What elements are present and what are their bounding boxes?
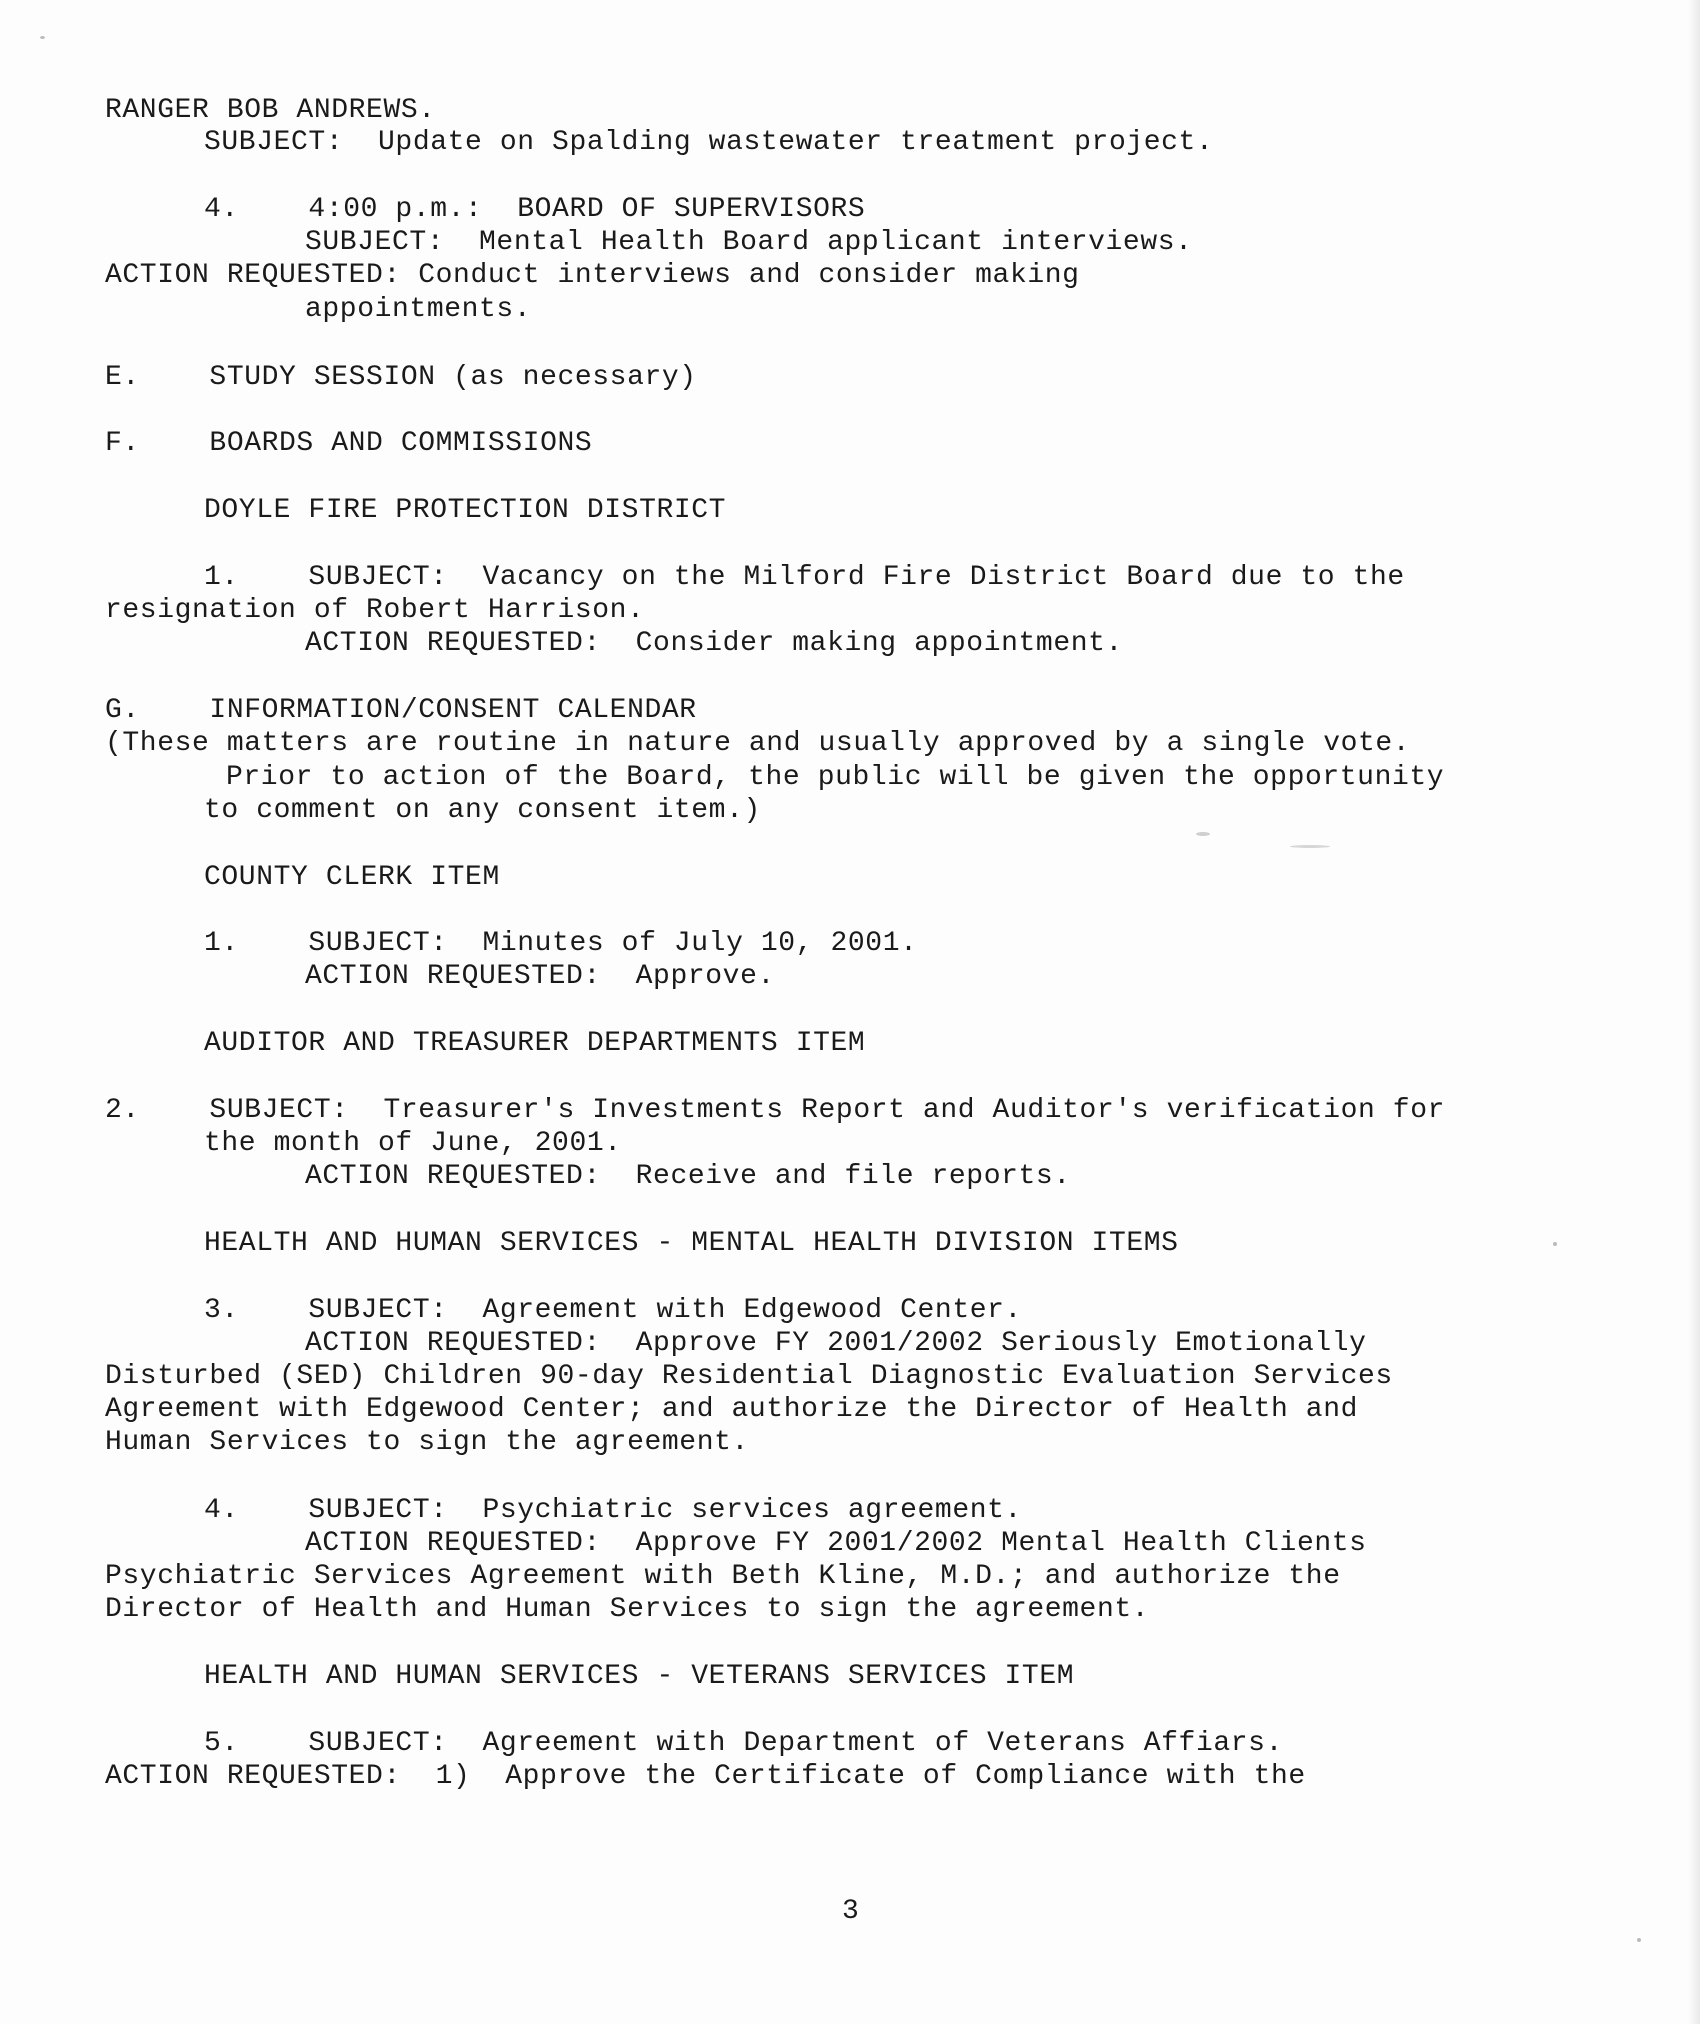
scan-edge-shadow bbox=[1688, 0, 1700, 2024]
line-action-appointment: ACTION REQUESTED: Consider making appointment. bbox=[305, 628, 1123, 659]
line-consent-note-3: to comment on any consent item.) bbox=[204, 795, 761, 826]
line-action-interviews: ACTION REQUESTED: Conduct interviews and consider making bbox=[105, 260, 1080, 291]
heading-county-clerk: COUNTY CLERK ITEM bbox=[204, 862, 500, 893]
line-minutes-subject: 1. SUBJECT: Minutes of July 10, 2001. bbox=[204, 928, 918, 959]
line-psychiatric-action: ACTION REQUESTED: Approve FY 2001/2002 Mental Health Clients bbox=[305, 1528, 1367, 1559]
heading-auditor-treasurer: AUDITOR AND TREASURER DEPARTMENTS ITEM bbox=[204, 1028, 866, 1059]
line-consent-note-1: (These matters are routine in nature and usually approved by a single vote. bbox=[105, 728, 1411, 759]
line-treasurer-subject: 2. SUBJECT: Treasurer's Investments Report and Auditor's verification for bbox=[105, 1095, 1446, 1126]
heading-veterans-services: HEALTH AND HUMAN SERVICES - VETERANS SERVICES ITEM bbox=[204, 1661, 1075, 1692]
line-action-approve: ACTION REQUESTED: Approve. bbox=[305, 961, 775, 992]
line-psychiatric-subject: 4. SUBJECT: Psychiatric services agreement. bbox=[204, 1495, 1022, 1526]
line-edgewood-action: ACTION REQUESTED: Approve FY 2001/2002 Seriously Emotionally bbox=[305, 1328, 1367, 1359]
line-appointments: appointments. bbox=[305, 294, 532, 325]
line-ranger: RANGER BOB ANDREWS. bbox=[105, 95, 436, 126]
scan-smudge bbox=[1290, 845, 1330, 848]
line-edgewood-detail-3: Human Services to sign the agreement. bbox=[105, 1427, 749, 1458]
heading-doyle-fire: DOYLE FIRE PROTECTION DISTRICT bbox=[204, 495, 727, 526]
line-mental-health-subject: SUBJECT: Mental Health Board applicant interviews. bbox=[305, 227, 1193, 258]
scan-smudge bbox=[1196, 832, 1210, 836]
page-number: 3 bbox=[842, 1896, 859, 1927]
line-veterans-action: ACTION REQUESTED: 1) Approve the Certificate of Compliance with the bbox=[105, 1761, 1306, 1792]
line-consent-note-2: Prior to action of the Board, the public will be given the opportunity bbox=[226, 762, 1445, 793]
line-edgewood-detail-2: Agreement with Edgewood Center; and authorize the Director of Health and bbox=[105, 1394, 1358, 1425]
line-edgewood-detail-1: Disturbed (SED) Children 90-day Residential Diagnostic Evaluation Services bbox=[105, 1361, 1393, 1392]
scan-speck bbox=[1637, 1938, 1641, 1942]
line-action-receive-file: ACTION REQUESTED: Receive and file reports. bbox=[305, 1161, 1071, 1192]
line-item4-board: 4. 4:00 p.m.: BOARD OF SUPERVISORS bbox=[204, 194, 866, 225]
scan-speck bbox=[1553, 1242, 1557, 1246]
line-june-2001: the month of June, 2001. bbox=[204, 1128, 622, 1159]
line-edgewood-subject: 3. SUBJECT: Agreement with Edgewood Center. bbox=[204, 1295, 1022, 1326]
heading-consent-calendar: G. INFORMATION/CONSENT CALENDAR bbox=[105, 695, 697, 726]
line-psychiatric-detail-1: Psychiatric Services Agreement with Beth Kline, M.D.; and authorize the bbox=[105, 1561, 1341, 1592]
heading-boards-commissions: F. BOARDS AND COMMISSIONS bbox=[105, 428, 593, 459]
line-veterans-subject: 5. SUBJECT: Agreement with Department of Veterans Affiars. bbox=[204, 1728, 1283, 1759]
heading-mental-health-division: HEALTH AND HUMAN SERVICES - MENTAL HEALTH DIVISION ITEMS bbox=[204, 1228, 1179, 1259]
line-resignation: resignation of Robert Harrison. bbox=[105, 595, 645, 626]
line-psychiatric-detail-2: Director of Health and Human Services to sign the agreement. bbox=[105, 1594, 1150, 1625]
line-vacancy-subject: 1. SUBJECT: Vacancy on the Milford Fire District Board due to the bbox=[204, 562, 1405, 593]
line-spalding-subject: SUBJECT: Update on Spalding wastewater treatment project. bbox=[204, 127, 1214, 158]
heading-study-session: E. STUDY SESSION (as necessary) bbox=[105, 362, 697, 393]
scan-speck bbox=[40, 36, 45, 39]
